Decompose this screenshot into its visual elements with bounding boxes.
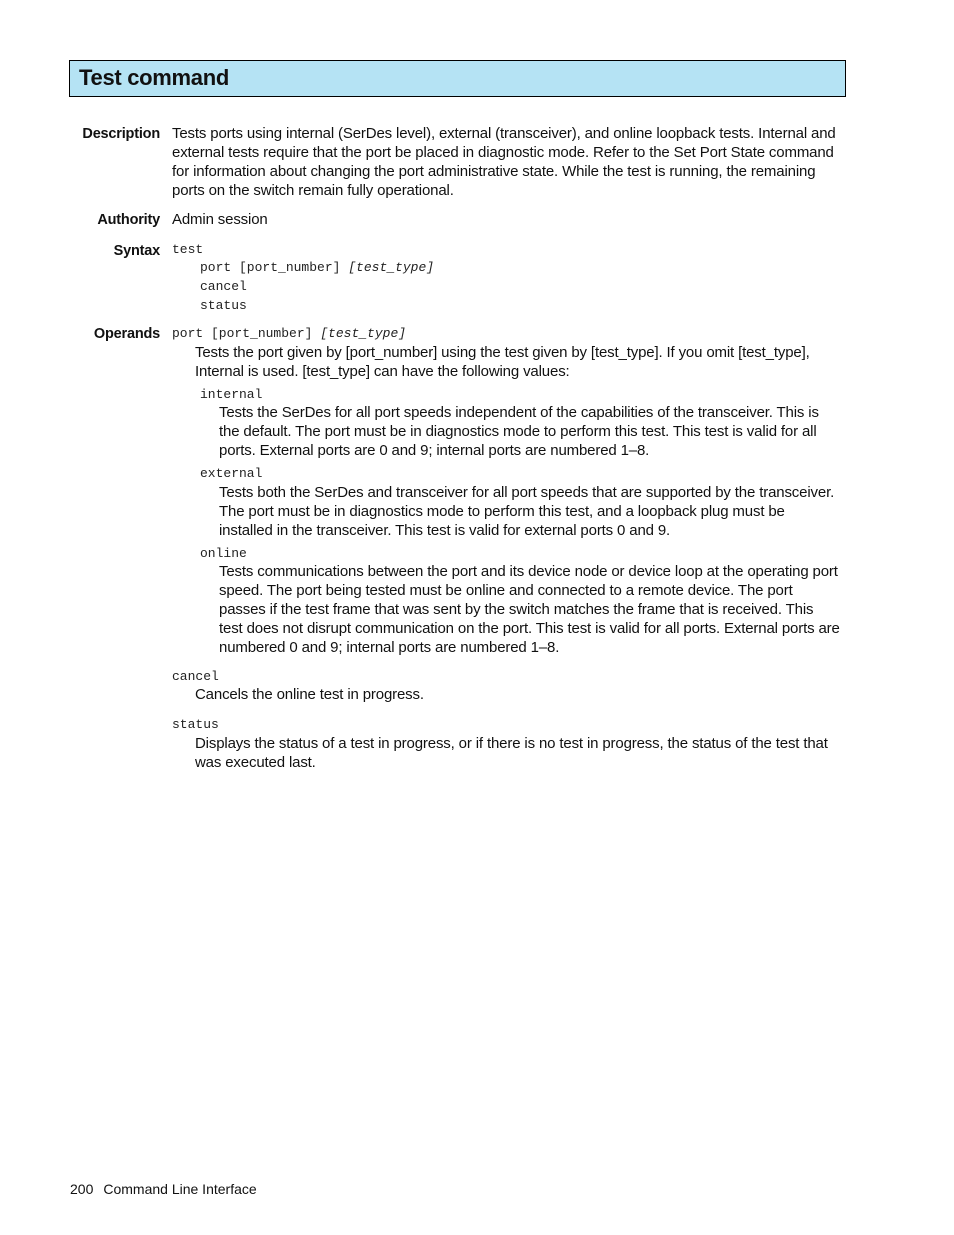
page-title: Test command — [79, 65, 230, 90]
operand-port-prefix: port [port_number] — [172, 326, 321, 341]
operand-type-internal: internal — [200, 387, 263, 402]
syntax-command: test — [172, 242, 204, 257]
operand-port-description: Tests the port given by [port_number] using the test given by [test_type]. If you omit [test_type], Internal is used. [test_type] can have the following values: — [195, 344, 810, 380]
operand-type-online: online — [200, 546, 247, 561]
syntax-status: status — [200, 298, 247, 313]
syntax-port-type: [test_type] — [348, 260, 435, 275]
syntax-port-line — [200, 260, 434, 276]
operand-type-internal-description: Tests the SerDes for all port speeds independent of the capabilities of the transceiver. This is the default. The port must be in diagnostics mode to perform this test. This test is valid for all ports. External ports are 0 and 9; internal ports are numbered 1–8. — [219, 404, 819, 459]
authority-text: Admin session — [172, 211, 268, 228]
syntax-label: Syntax — [113, 243, 160, 259]
operand-type-external: external — [200, 466, 263, 481]
section-title-bar — [69, 60, 846, 97]
operand-type-external-description: Tests both the SerDes and transceiver for all port speeds that are supported by the transceiver. The port must be in diagnostics mode to perform this test, and a loopback plug must be installed in the transceiver. This test is valid for external ports 0 and 9. — [219, 484, 835, 539]
operand-type-online-description: Tests communications between the port and its device node or device loop at the operating port speed. The port being tested must be online and connected to a remote device. The port passes if the test frame that was sent by the switch matches the frame that is received. This test does not disrupt communication on the port. This test is valid for all ports. External ports are numbered 0 and 9; internal ports are numbered 1–8. — [219, 563, 840, 656]
operands-label: Operands — [93, 326, 160, 342]
syntax-cancel: cancel — [200, 279, 247, 294]
description-text: Tests ports using internal (SerDes level), external (transceiver), and online loopback tests. Internal and external tests require that the port be placed in diagnostic mode. Refer to the Set Port State command for information about changing the port administrative state. While the test is running, the remaining ports on the switch remain fully operational. — [172, 125, 836, 199]
operand-port-type: [test_type] — [320, 326, 407, 341]
operand-cancel: cancel — [172, 669, 219, 684]
operand-status-description: Displays the status of a test in progress, or if there is no test in progress, the status of the test that was executed last. — [195, 735, 828, 771]
operand-port-line — [172, 326, 406, 342]
description-label: Description — [82, 126, 160, 142]
footer-section-title: Command Line Interface — [103, 1181, 257, 1197]
operand-cancel-description: Cancels the online test in progress. — [195, 686, 424, 703]
page-number: 200 — [70, 1181, 94, 1197]
syntax-port-prefix: port [port_number] — [200, 260, 349, 275]
page-footer — [70, 1180, 257, 1198]
operand-status: status — [172, 717, 219, 732]
authority-label: Authority — [97, 212, 160, 228]
